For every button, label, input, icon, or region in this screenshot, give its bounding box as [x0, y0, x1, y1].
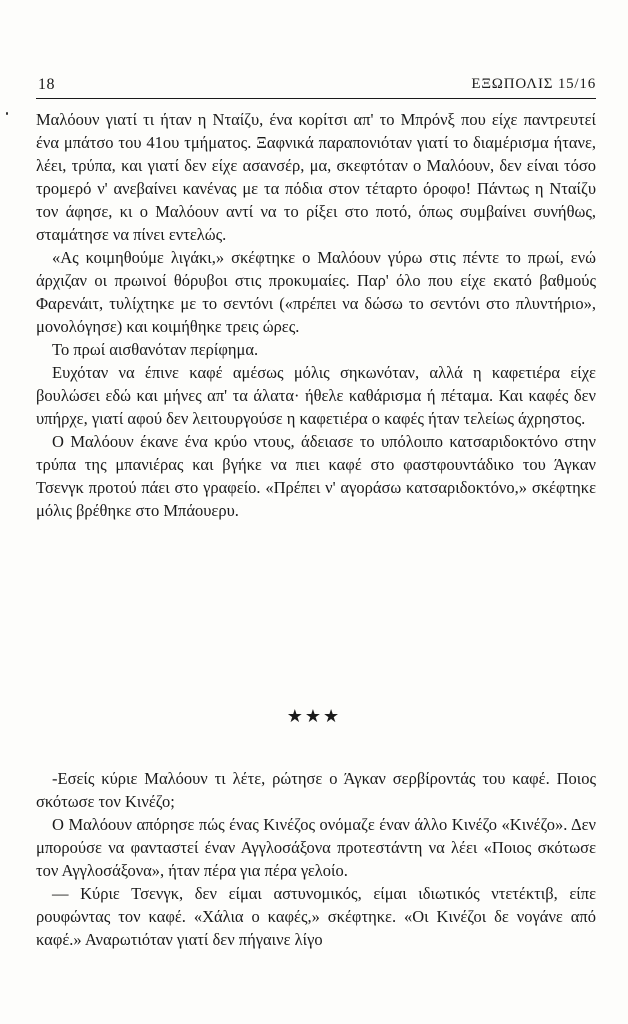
paragraph: — Κύριε Τσενγκ, δεν είμαι αστυνομικός, είμαι ιδιωτικός ντετέκτιβ, είπε ρουφώντας τον καφέ. «Χάλια ο καφές,» σκέφτηκε. «Οι Κινέζοι δε νογάνε από καφέ.» Αναρωτιόταν γιατί δεν πήγαινε λίγο	[36, 884, 596, 949]
paragraph: Ο Μαλόουν απόρησε πώς ένας Κινέζος ονόμαζε έναν άλλο Κινέζο «Κινέζο». Δεν μπορούσε να φανταστεί έναν Αγγλοσάξονα προτεστάντη να λέει «Ποιος σκότωσε τον Αγγλοσάξονα», ήταν πέρα για πέρα γελοίο.	[36, 815, 596, 880]
paragraph: Ευχόταν να έπινε καφέ αμέσως μόλις σηκωνόταν, αλλά η καφετιέρα είχε βουλώσει εδώ και μήνες απ' τα άλατα· ήθελε καθάρισμα ή πέταμα. Και καφές δεν υπήρχε, γιατί αφού δεν λειτουργούσε η καφετιέρα ο καφές ήταν τελείως άχρηστος.	[36, 363, 596, 428]
paragraph: Μαλόουν γιατί τι ήταν η Νταίζυ, ένα κορίτσι απ' το Μπρόνξ που είχε παντρευτεί ένα μπάτσο του 41ου τμήματος. Ξαφνικά παραπονιόταν γιατί το διαμέρισμα ήτανε, λέει, τρύπα, και γιατί δεν είχε ασανσέρ, μα, σκεφτόταν ο Μαλόουν, δεν είναι τόσο τρομερό ν' ανεβαίνει κανένας με τα πόδια στον τέταρτο όροφο! Πάντως η Νταίζυ τον άφησε, κι ο Μαλόουν αντί να το ρίξει στο ποτό, όπως συμβαίνει συνήθως, σταμάτησε να πίνει εντελώς.	[36, 110, 596, 244]
margin-mark	[6, 112, 8, 115]
page-number: 18	[38, 76, 55, 93]
paragraph: Ο Μαλόουν έκανε ένα κρύο ντους, άδειασε το υπόλοιπο κατσαριδοκτόνο στην τρύπα της μπανιέρας και βγήκε να πιει καφέ στο φαστφουντάδικο του Άγκαν Τσενγκ προτού πάει στο γραφείο. «Πρέπει ν' αγοράσω κατσαριδοκτόνο,» σκέφτηκε μόλις βρέθηκε στο Μπάουερυ.	[36, 432, 596, 520]
body-text-section-2	[36, 767, 596, 951]
paragraph: «Ας κοιμηθούμε λιγάκι,» σκέφτηκε ο Μαλόουν γύρω στις πέντε το πρωί, ενώ άρχιζαν οι πρωινοί θόρυβοι στις προκυμαίες. Παρ' όλο που είχε εκατό βαθμούς Φαρενάιτ, τυλίχτηκε με το σεντόνι («πρέπει να δώσω το σεντόνι στο πλυντήριο», μονολόγησε) και κοιμήθηκε τρεις ώρες.	[36, 248, 596, 336]
journal-title: ΕΞΩΠΟΛΙΣ 15/16	[471, 76, 596, 92]
running-head	[36, 76, 596, 99]
paragraph: Το πρωί αισθανόταν περίφημα.	[52, 340, 259, 359]
section-separator-stars: ★★★	[286, 706, 342, 727]
paragraph: -Εσείς κύριε Μαλόουν τι λέτε, ρώτησε ο Άγκαν σερβίροντάς του καφέ. Ποιος σκότωσε τον Κινέζο;	[36, 769, 596, 811]
body-text-section-1	[36, 108, 596, 522]
